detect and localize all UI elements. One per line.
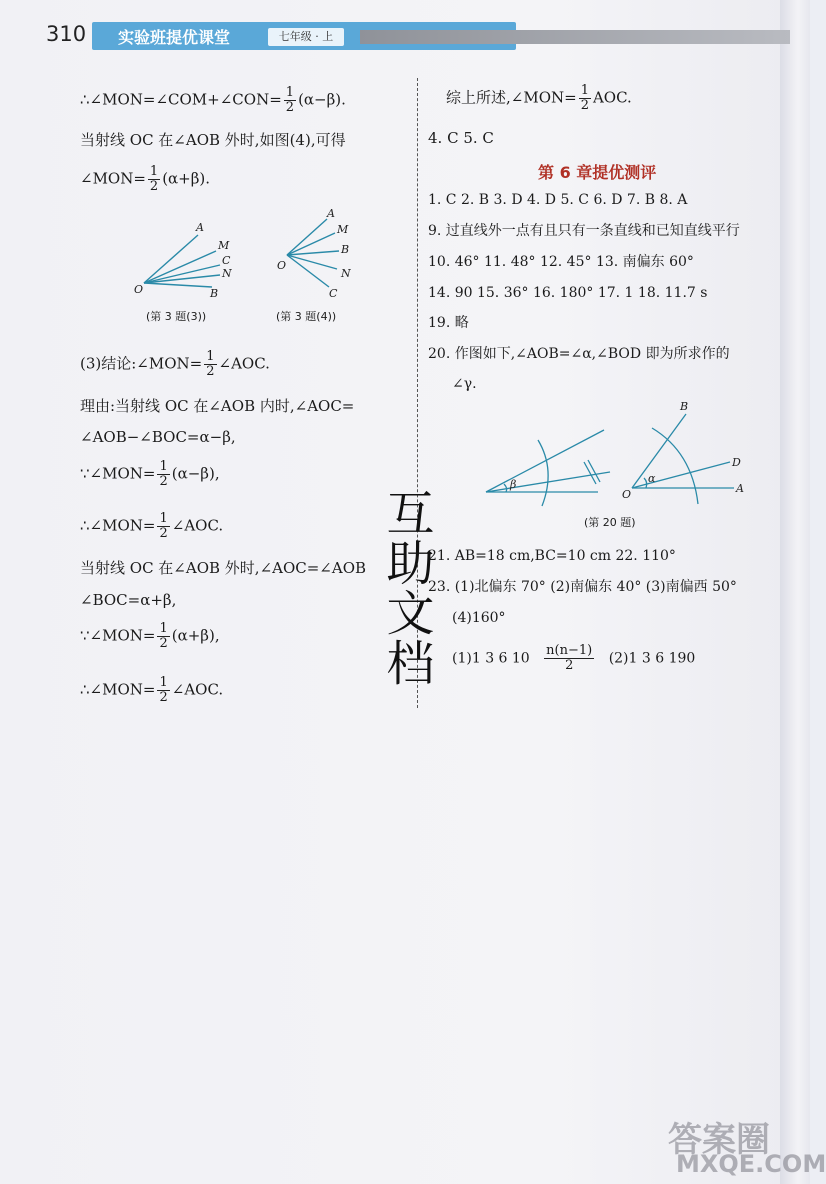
left-line-12 <box>80 676 223 705</box>
text: ∵∠MON= <box>80 464 156 483</box>
grade-badge: 七年级 · 上 <box>268 28 344 46</box>
left-line-4 <box>80 350 270 379</box>
text: ∠AOC. <box>218 354 270 373</box>
left-line-7 <box>80 460 220 489</box>
fig4-label-o: O <box>277 259 287 272</box>
text: (α+β). <box>162 169 211 188</box>
figure-3-4 <box>275 205 365 305</box>
fig20-caption: (第 20 题) <box>584 516 636 529</box>
fig3-label-c: C <box>222 254 231 267</box>
left-line-10: ∠BOC=α+β, <box>80 591 177 609</box>
right-line-12: (4)160° <box>452 610 506 626</box>
text: (3)结论:∠MON= <box>80 354 203 373</box>
numerator: 1 <box>285 85 295 100</box>
text: 综上所述,∠MON= <box>446 88 577 107</box>
right-line-2: 4. C 5. C <box>428 129 494 147</box>
fig3-label-b: B <box>210 287 219 300</box>
left-line-11 <box>80 622 220 651</box>
denominator: 2 <box>159 474 168 489</box>
right-line-7: 19. 略 <box>428 315 469 331</box>
text: ∠AOC. <box>171 680 224 699</box>
fig20-label-b: B <box>680 400 689 413</box>
text: ∠MON= <box>80 169 146 188</box>
denominator: 2 <box>565 658 574 673</box>
denominator: 2 <box>285 100 295 115</box>
numerator: 1 <box>580 83 589 98</box>
fig20-label-a: A <box>736 482 744 495</box>
watermark-logo: 答案圈 <box>668 1120 770 1160</box>
numerator: n(n−1) <box>546 643 593 658</box>
right-line-3: 1. C 2. B 3. D 4. D 5. C 6. D 7. B 8. A <box>428 192 688 208</box>
text: (α−β), <box>171 464 220 483</box>
right-line-11: 23. (1)北偏东 70° (2)南偏东 40° (3)南偏西 50° <box>428 579 737 595</box>
handwritten-annotation: 互助文档 <box>378 488 434 688</box>
numerator: 1 <box>159 621 168 636</box>
fig4-label-c: C <box>329 287 338 300</box>
fig20-label-o: O <box>622 488 632 501</box>
fig4-label-b: B <box>341 243 350 256</box>
section-title: 第 6 章提优测评 <box>538 163 657 182</box>
fig3-caption: (第 3 题(3)) <box>146 310 207 323</box>
fig4-caption: (第 3 题(4)) <box>276 310 337 323</box>
fraction <box>579 84 591 113</box>
numerator: 1 <box>159 511 168 526</box>
header-strip <box>360 30 790 44</box>
fig4-label-a: A <box>327 207 335 220</box>
denominator: 2 <box>206 364 215 379</box>
text: AOC. <box>592 88 632 107</box>
left-line-6: ∠AOB−∠BOC=α−β, <box>80 428 236 446</box>
left-line-9: 当射线 OC 在∠AOB 外时,∠AOC=∠AOB <box>80 559 367 577</box>
right-line-4: 9. 过直线外一点有且只有一条直线和已知直线平行 <box>428 223 740 239</box>
page-number: 310 <box>46 22 87 46</box>
fraction <box>544 644 594 673</box>
denominator: 2 <box>149 179 159 194</box>
fraction <box>157 460 169 489</box>
fig3-label-a: A <box>196 221 204 234</box>
fig20-label-d: D <box>732 456 741 469</box>
denominator: 2 <box>159 526 168 541</box>
fig3-label-n: N <box>222 267 232 280</box>
left-line-8 <box>80 512 223 541</box>
fig4-label-m: M <box>337 223 349 236</box>
text: (1)1 3 6 10 <box>452 650 530 667</box>
page-edge <box>780 0 810 1184</box>
right-line-5: 10. 46° 11. 48° 12. 45° 13. 南偏东 60° <box>428 254 694 270</box>
fraction <box>148 165 160 194</box>
denominator: 2 <box>580 98 589 113</box>
numerator: 1 <box>159 459 168 474</box>
fig3-label-o: O <box>134 283 144 296</box>
right-line-1 <box>446 84 632 113</box>
fraction <box>157 622 169 651</box>
denominator: 2 <box>159 690 168 705</box>
left-line-3 <box>80 165 210 194</box>
numerator: 1 <box>149 164 159 179</box>
fig3-label-m: M <box>218 239 230 252</box>
book-title: 实验班提优课堂 <box>118 28 231 47</box>
text: ∠AOC. <box>171 516 224 535</box>
fraction <box>157 512 169 541</box>
left-line-2: 当射线 OC 在∠AOB 外时,如图(4),可得 <box>80 131 346 149</box>
fig4-label-n: N <box>341 267 351 280</box>
text: ∵∠MON= <box>80 626 156 645</box>
text: ∴∠MON= <box>80 516 156 535</box>
left-line-5: 理由:当射线 OC 在∠AOB 内时,∠AOC= <box>80 397 355 415</box>
right-line-13 <box>452 644 695 673</box>
left-line-1 <box>80 86 346 115</box>
fraction <box>284 86 296 115</box>
watermark-url: MXQE.COM <box>676 1150 826 1178</box>
right-line-6: 14. 90 15. 36° 16. 180° 17. 1 18. 11.7 s <box>428 285 708 301</box>
text: (α+β), <box>171 626 220 645</box>
text: ∴∠MON=∠COM+∠CON= <box>80 90 282 109</box>
figure-3-3 <box>130 215 240 305</box>
text: ∴∠MON= <box>80 680 156 699</box>
fraction <box>204 350 216 379</box>
right-line-9: ∠γ. <box>452 376 477 392</box>
denominator: 2 <box>159 636 168 651</box>
text: (α−β). <box>298 90 346 109</box>
figure-20 <box>486 400 756 510</box>
numerator: 1 <box>159 675 168 690</box>
fraction <box>157 676 169 705</box>
right-line-10: 21. AB=18 cm,BC=10 cm 22. 110° <box>428 548 676 564</box>
fig20-label-alpha: α <box>648 472 656 485</box>
text: (2)1 3 6 190 <box>608 650 696 667</box>
fig20-label-beta: β <box>510 478 517 491</box>
right-line-8: 20. 作图如下,∠AOB=∠α,∠BOD 即为所求作的 <box>428 346 730 362</box>
numerator: 1 <box>206 349 215 364</box>
